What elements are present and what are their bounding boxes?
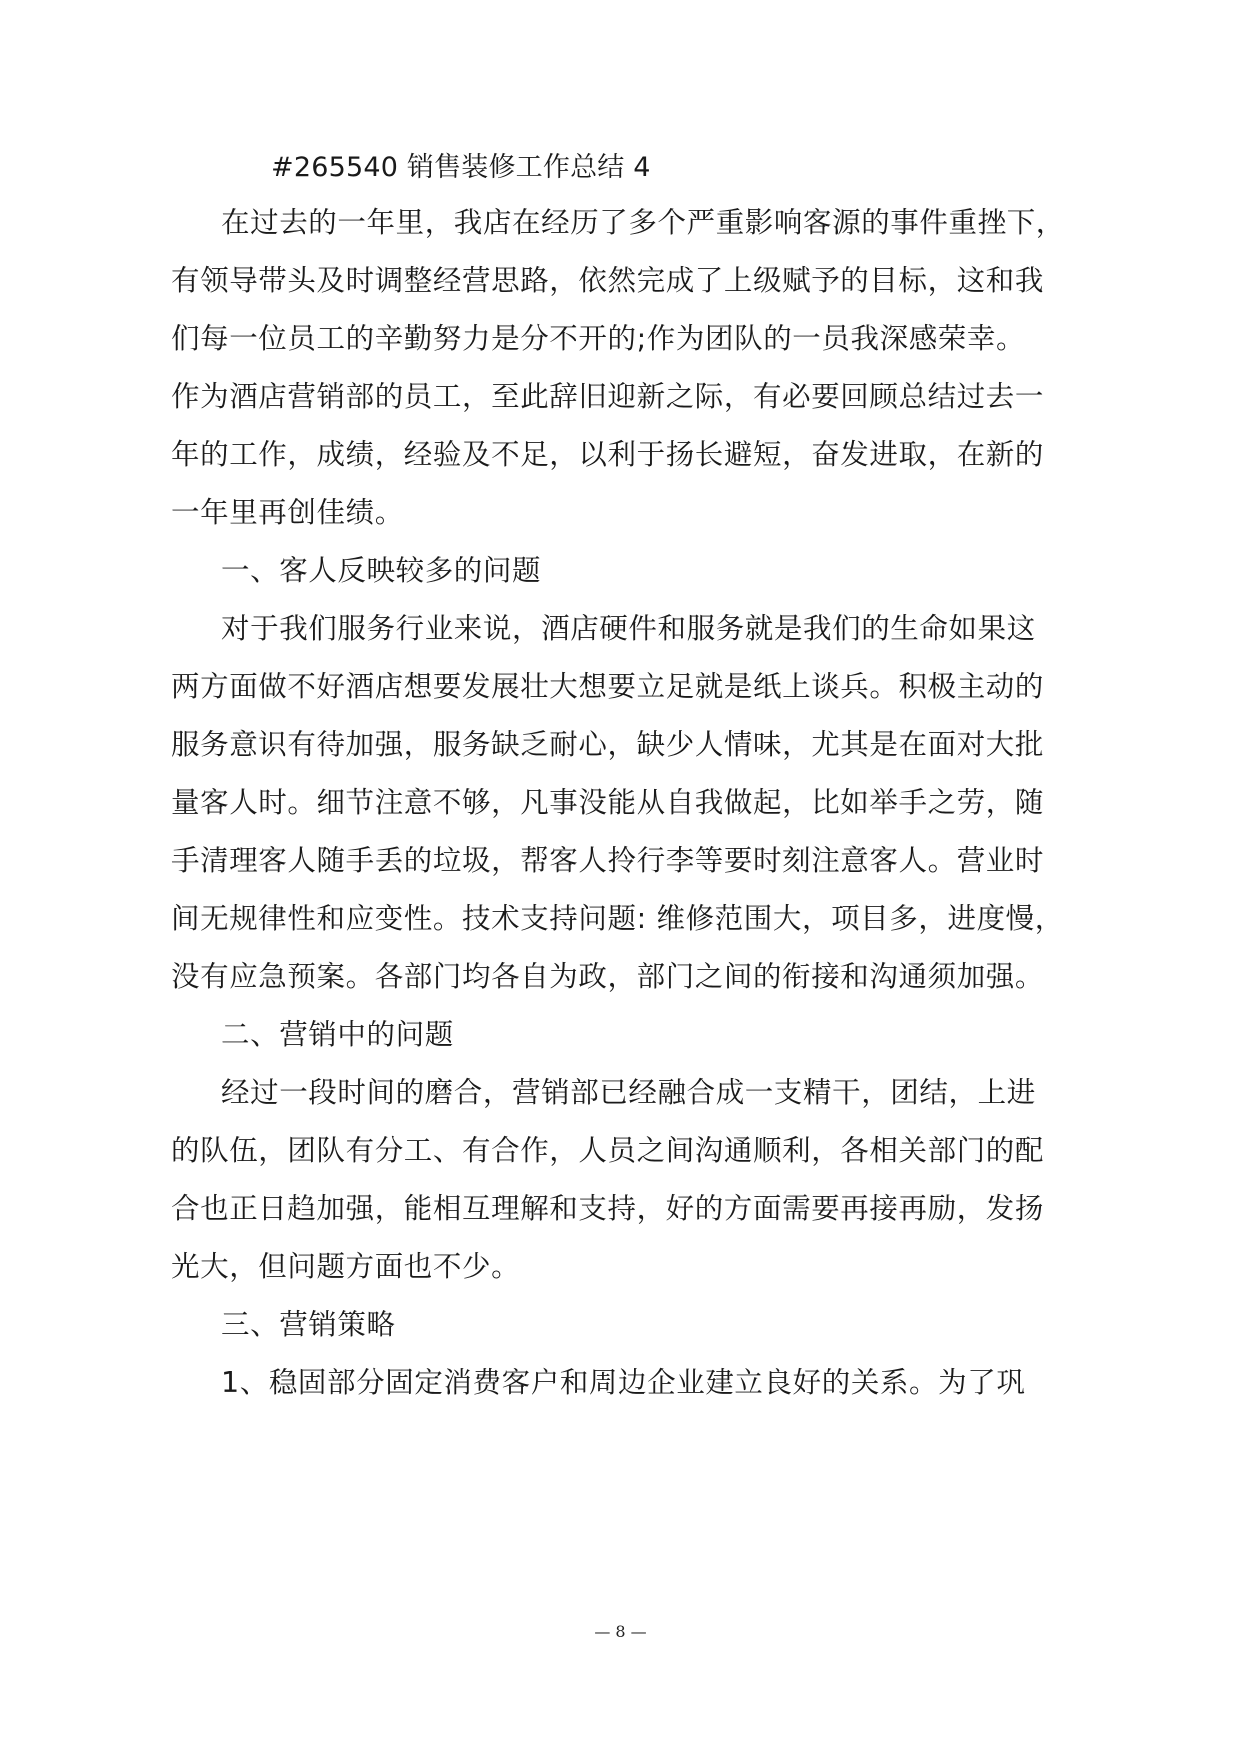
paragraph-line: 在过去的一年里，我店在经历了多个严重影响客源的事件重挫下， [221, 206, 1065, 239]
section-heading: 三、营销策略 [221, 1308, 396, 1341]
paragraph-line: 1、稳固部分固定消费客户和周边企业建立良好的关系。为了巩 [221, 1366, 1026, 1399]
paragraph-line: 间无规律性和应变性。技术支持问题: 维修范围大，项目多，进度慢， [171, 902, 1064, 935]
paragraph-line: 两方面做不好酒店想要发展壮大想要立足就是纸上谈兵。积极主动的 [171, 670, 1045, 703]
paragraph-line: 们每一位员工的辛勤努力是分不开的;作为团队的一员我深感荣幸。 [171, 322, 1026, 355]
paragraph-line: 合也正日趋加强，能相互理解和支持，好的方面需要再接再励，发扬 [171, 1192, 1045, 1225]
paragraph-line: 作为酒店营销部的员工，至此辞旧迎新之际，有必要回顾总结过去一 [171, 380, 1045, 413]
section-heading: 一、客人反映较多的问题 [221, 554, 542, 587]
paragraph-line: 年的工作，成绩，经验及不足，以利于扬长避短，奋发进取，在新的 [171, 438, 1045, 471]
paragraph-line: 没有应急预案。各部门均各自为政，部门之间的衔接和沟通须加强。 [171, 960, 1045, 993]
section-heading: 二、营销中的问题 [221, 1018, 454, 1051]
paragraph-line: 对于我们服务行业来说，酒店硬件和服务就是我们的生命如果这 [221, 612, 1036, 645]
paragraph-line: 经过一段时间的磨合，营销部已经融合成一支精干，团结，上进 [221, 1076, 1036, 1109]
page-number: — 8 — [594, 1622, 647, 1641]
paragraph-line: 的队伍，团队有分工、有合作，人员之间沟通顺利，各相关部门的配 [171, 1134, 1045, 1167]
paragraph-line: 量客人时。细节注意不够，凡事没能从自我做起，比如举手之劳，随 [171, 786, 1045, 819]
paragraph-line: 光大，但问题方面也不少。 [171, 1250, 521, 1283]
document-title: #265540 销售装修工作总结 4 [271, 152, 651, 183]
paragraph-line: 一年里再创佳绩。 [171, 496, 404, 529]
paragraph-line: 有领导带头及时调整经营思路，依然完成了上级赋予的目标，这和我 [171, 264, 1045, 297]
paragraph-line: 手清理客人随手丢的垃圾，帮客人拎行李等要时刻注意客人。营业时 [171, 844, 1045, 877]
paragraph-line: 服务意识有待加强，服务缺乏耐心，缺少人情味，尤其是在面对大批 [171, 728, 1045, 761]
